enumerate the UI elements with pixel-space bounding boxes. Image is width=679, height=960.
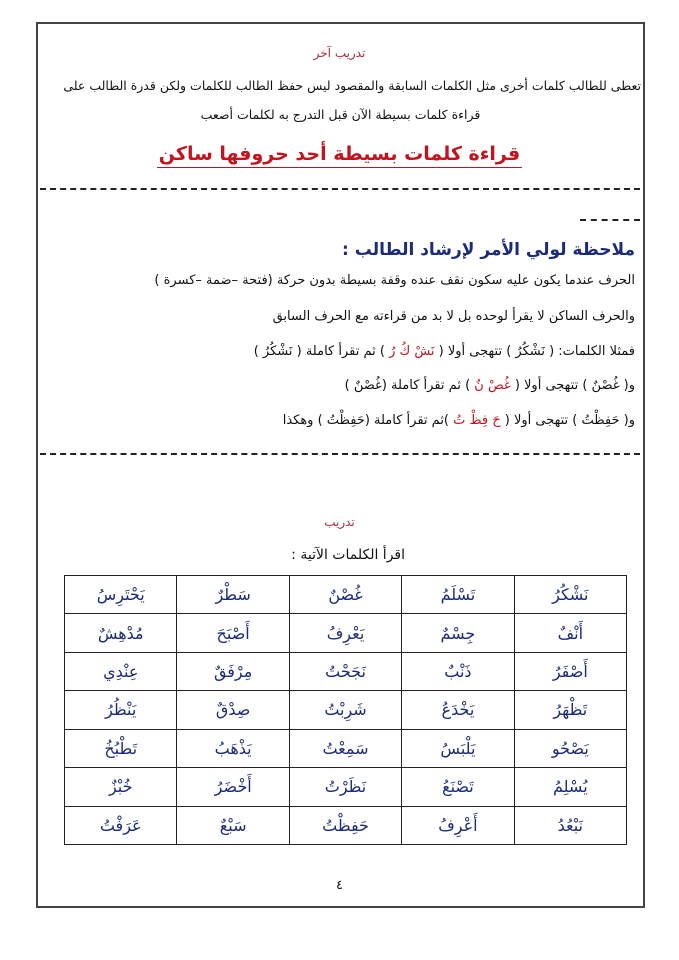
word-cell: يَذْهَبُ [177,729,289,767]
table-row [65,652,627,690]
word-cell: مُدْهِشٌ [65,614,177,652]
word-cell: يَنْظُرُ [65,691,177,729]
spelling-example: غُصْ نٌ [470,378,515,393]
table-row [65,614,627,652]
word-cell: شَرِبْتُ [289,691,401,729]
word-cell: صِدْقٌ [177,691,289,729]
word-cell: ذَنْبٌ [402,652,514,690]
word-cell: أَصْبَحَ [177,614,289,652]
intro-line-2: قراءة كلمات بسيطة الآن قبل التدرج به لكلمات أصعب [200,107,481,122]
word-cell: يُسْلِمُ [514,768,626,806]
note-text: و( غُصْنٌ ) تتهجى أولا ( [514,378,635,393]
word-cell: عَرَفْتُ [65,806,177,844]
exercise-instruction: اقرأ الكلمات الآتية : [291,547,405,563]
divider [40,188,640,190]
word-cell: أَنْفٌ [514,614,626,652]
note-line-4 [40,378,635,393]
intro-line-1: تعطى للطالب كلمات أخرى مثل الكلمات السابقة والمقصود ليس حفظ الطالب للكلمات ولكن قدرة الطالب على [63,78,641,93]
note-heading: ملاحظة لولي الأمر لإرشاد الطالب : [342,240,635,260]
table-row [65,691,627,729]
word-cell: أَعْرِفُ [402,806,514,844]
spelling-example: حَ فِظْ تُ [449,413,505,428]
main-title-text: قراءة كلمات بسيطة أحد حروفها ساكن [157,143,522,168]
word-cell: مِرْفَقٌ [177,652,289,690]
word-cell: نَظَرْتُ [289,768,401,806]
note-text: )ثم تقرأ كاملة (حَفِظْتُ ) وهكذا [282,413,450,428]
table-row [65,768,627,806]
spelling-example: نَشْ كُ رُ [384,344,439,359]
word-cell: سَطْرٌ [177,576,289,614]
divider [40,453,640,455]
note-text: فمثلا الكلمات: ( نَشْكُرُ ) تتهجى أولا ( [438,344,635,359]
note-line-3 [40,344,635,359]
word-cell: خُبْزٌ [65,768,177,806]
words-table [64,575,627,845]
exercise-title: تدريب [324,515,355,529]
word-cell: يَحْتَرِسُ [65,576,177,614]
word-cell: تَصْنَعُ [402,768,514,806]
word-cell: سَبْعٌ [177,806,289,844]
note-text: ) ثم تقرأ كاملة (غُصْنٌ ) [344,378,471,393]
table-row [65,576,627,614]
word-cell: نَبْعُدُ [514,806,626,844]
table-row [65,729,627,767]
divider [580,219,640,221]
word-cell: عِنْدِي [65,652,177,690]
note-line-2: والحرف الساكن لا يقرأ لوحده بل لا بد من قراءته مع الحرف السابق [272,309,635,324]
word-cell: سَمِعْتُ [289,729,401,767]
word-cell: يَخْدَعُ [402,691,514,729]
word-cell: تَسْلَمُ [402,576,514,614]
page-number: ٤ [336,878,343,893]
word-cell: نَشْكُرُ [514,576,626,614]
word-cell: غُصْنٌ [289,576,401,614]
word-cell: نَجَحْتُ [289,652,401,690]
word-cell: حَفِظْتُ [289,806,401,844]
word-cell: يَصْحُو [514,729,626,767]
note-text: ) ثم تقرأ كاملة ( نَشْكُرُ ) [253,344,385,359]
main-title [0,143,679,168]
word-cell: تَطْبُخُ [65,729,177,767]
word-cell: يَلْبَسُ [402,729,514,767]
note-text: و( حَفِظْتُ ) تتهجى أولا ( [504,413,635,428]
word-cell: أَخْضَرُ [177,768,289,806]
table-row [65,806,627,844]
word-cell: تَظْهَرُ [514,691,626,729]
note-line-5 [40,413,635,428]
word-cell: أَصْفَرُ [514,652,626,690]
subtitle: تدريب آخر [313,46,366,60]
word-cell: جِسْمٌ [402,614,514,652]
note-line-1: الحرف عندما يكون عليه سكون نقف عنده وقفة بسيطة بدون حركة (فتحة –ضمة –كسرة ) [154,273,635,288]
word-cell: يَعْرِفُ [289,614,401,652]
